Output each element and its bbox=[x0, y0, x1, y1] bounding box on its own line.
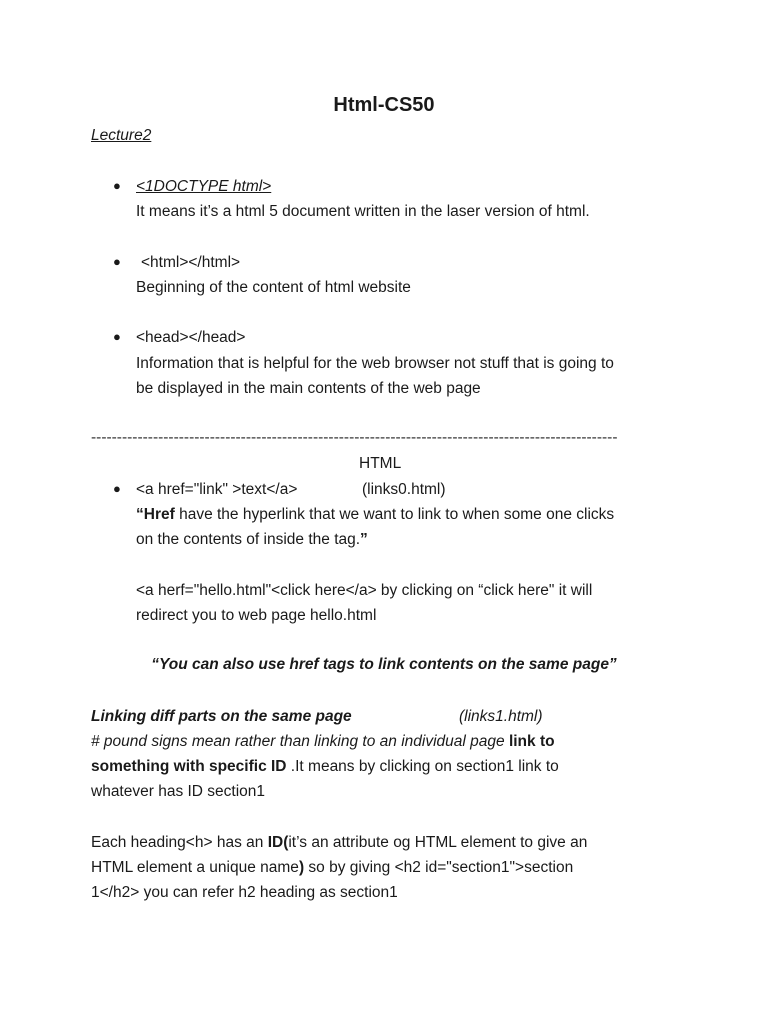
linking-file: (links1.html) bbox=[459, 708, 543, 725]
linking-line3: whatever has ID section1 bbox=[91, 783, 266, 800]
heading-para-line2-b: ) bbox=[298, 859, 305, 876]
anchor-code: <a href="link" >text</a> bbox=[136, 481, 298, 498]
heading-para-line3: 1</h2> you can refer h2 heading as section1 bbox=[91, 884, 398, 901]
head-description-line1: Information that is helpful for the web browser not stuff that is going to bbox=[136, 355, 614, 372]
linking-line2 bbox=[91, 758, 559, 776]
heading-para-line2-c: so by giving <h2 id="section1">section bbox=[304, 859, 574, 876]
href-line1-rest: have the hyperlink that we want to link to when some one clicks bbox=[174, 506, 615, 523]
linking-line1-bold: link to bbox=[508, 733, 555, 750]
heading-para-line1-c: it’s an attribute og HTML element to give an bbox=[288, 834, 588, 851]
doctype-code: <1DOCTYPE html> bbox=[136, 178, 272, 195]
heading-para-line1 bbox=[91, 834, 587, 852]
page-title: Html-CS50 bbox=[333, 94, 435, 116]
linking-line2-bold: something with specific ID bbox=[91, 758, 287, 775]
section-heading: HTML bbox=[359, 455, 402, 472]
head-code: <head></head> bbox=[136, 329, 246, 346]
heading-para-line2-a: HTML element a unique name bbox=[91, 859, 299, 876]
example-line2: redirect you to web page hello.html bbox=[136, 607, 377, 624]
href-keyword: Href bbox=[143, 506, 175, 523]
href-explanation-line1 bbox=[136, 506, 614, 524]
lecture-label: Lecture2 bbox=[91, 127, 152, 144]
linking-line1-italic: # pound signs mean rather than linking to an individual page bbox=[91, 733, 509, 750]
heading-para-line2 bbox=[91, 859, 573, 877]
html-code: <html></html> bbox=[141, 254, 241, 271]
linking-line2-rest: .It means by clicking on section1 link to bbox=[286, 758, 559, 775]
close-quote: ” bbox=[360, 531, 368, 548]
bullet-dot: ● bbox=[113, 481, 121, 496]
bullet-dot: ● bbox=[113, 254, 121, 269]
bullet-dot: ● bbox=[113, 329, 121, 344]
heading-para-line1-a: Each heading<h> has an bbox=[91, 834, 268, 851]
quote-text: “You can also use href tags to link contents on the same page” bbox=[151, 656, 617, 673]
href-explanation-line2 bbox=[136, 531, 368, 549]
anchor-file: (links0.html) bbox=[362, 481, 446, 498]
example-line1: <a herf="hello.html"<click here</a> by clicking on “click here" it will bbox=[136, 582, 593, 599]
heading-para-line1-b: ID( bbox=[267, 834, 289, 851]
href-line2-text: on the contents of inside the tag. bbox=[136, 531, 361, 548]
linking-heading: Linking diff parts on the same page bbox=[91, 708, 352, 725]
open-quote: “ bbox=[136, 506, 144, 523]
linking-line1 bbox=[91, 733, 555, 751]
bullet-dot: ● bbox=[113, 178, 121, 193]
doctype-description: It means it’s a html 5 document written in the laser version of html. bbox=[136, 203, 590, 220]
head-description-line2: be displayed in the main contents of the web page bbox=[136, 380, 481, 397]
dashed-divider: ------------------------------------------------------------------------------------------------------ bbox=[91, 429, 618, 446]
html-description: Beginning of the content of html website bbox=[136, 279, 411, 296]
